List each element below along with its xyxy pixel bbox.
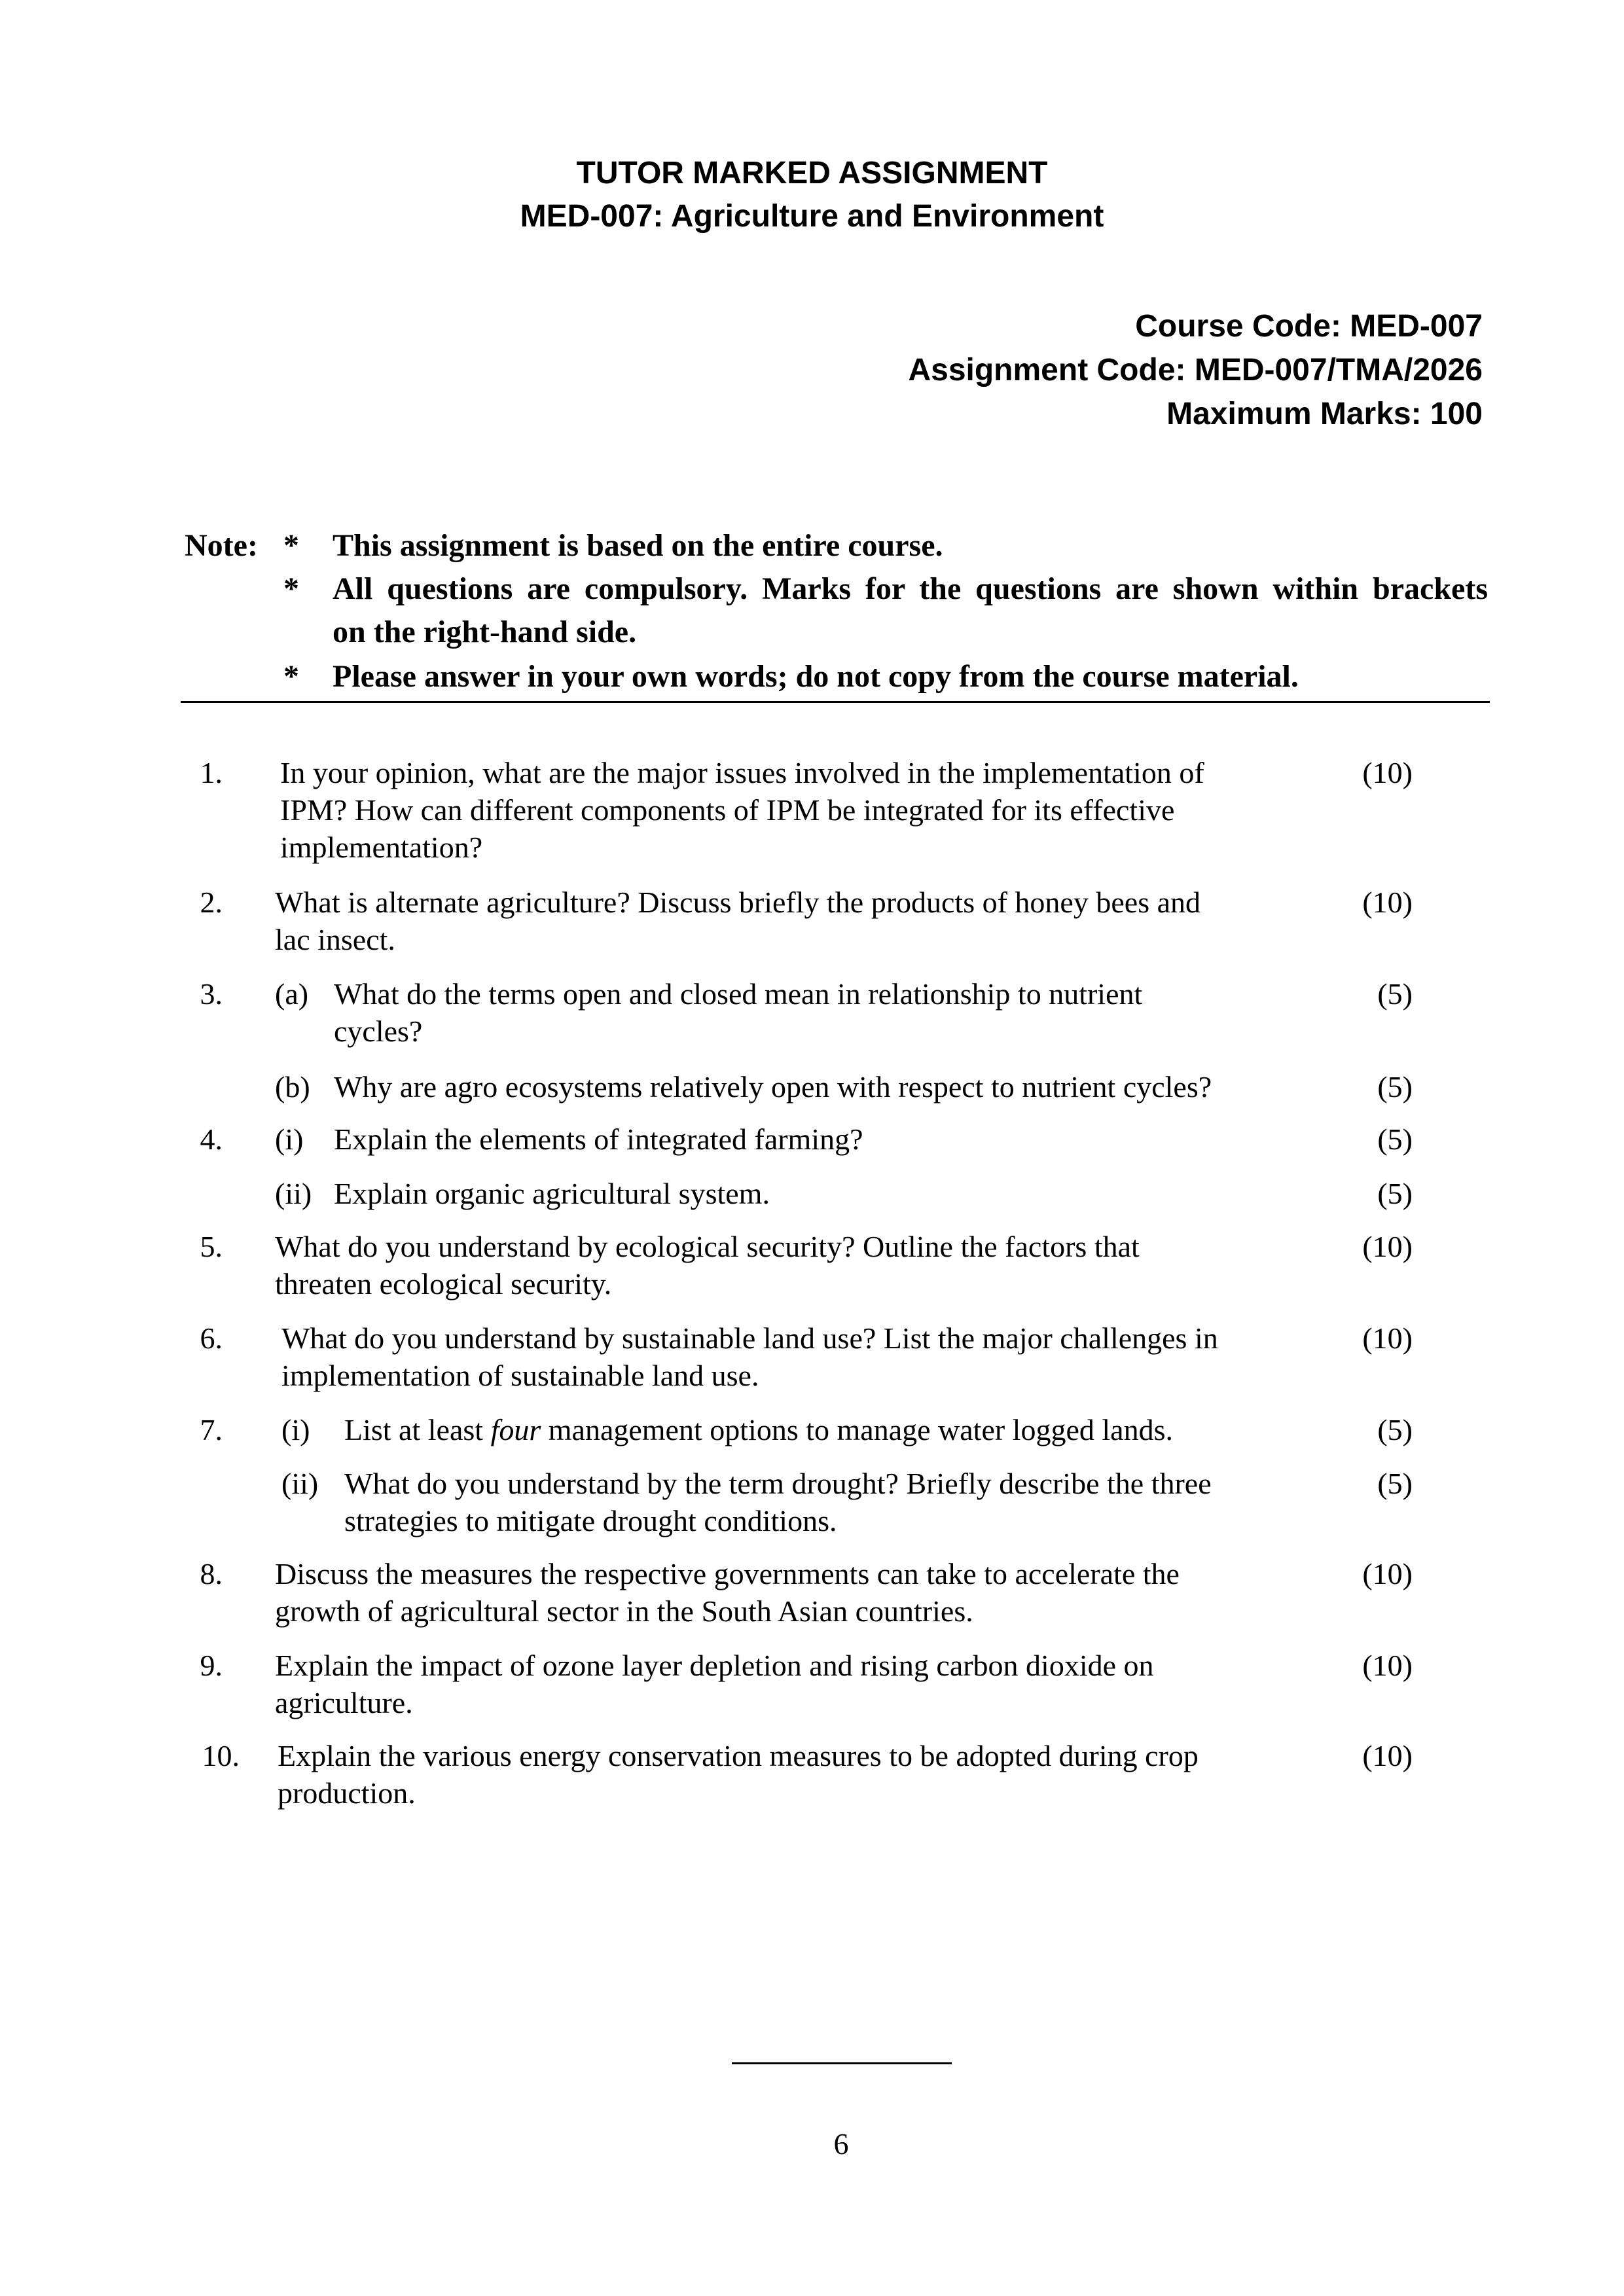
subpart-label: (ii): [275, 1177, 312, 1210]
question-text: Explain the impact of ozone layer depletion and rising carbon dioxide on: [275, 1649, 1154, 1682]
question-text: What do the terms open and closed mean in relationship to nutrient: [334, 977, 1143, 1011]
page-title: TUTOR MARKED ASSIGNMENT: [576, 156, 1048, 190]
note-item: Please answer in your own words; do not copy from the course material.: [333, 659, 1299, 694]
question-text: implementation of sustainable land use.: [281, 1359, 759, 1392]
note-bullet: *: [283, 659, 299, 694]
question-text: Discuss the measures the respective governments can take to accelerate the: [275, 1557, 1180, 1590]
question-text: What do you understand by the term drought? Briefly describe the three: [344, 1467, 1212, 1500]
question-text: Explain the various energy conservation measures to be adopted during crop: [278, 1739, 1199, 1772]
question-number: 7.: [200, 1413, 223, 1446]
note-divider: [181, 701, 1490, 703]
subpart-label: (ii): [281, 1467, 319, 1500]
subpart-label: (b): [275, 1070, 310, 1103]
note-label: Note:: [185, 528, 258, 563]
question-text: Why are agro ecosystems relatively open with respect to nutrient cycles?: [334, 1070, 1212, 1103]
question-number: 3.: [200, 977, 223, 1011]
question-marks: (10): [1362, 1649, 1413, 1682]
question-number: 6.: [200, 1321, 223, 1355]
question-marks: (10): [1362, 1557, 1413, 1590]
question-number: 1.: [200, 756, 223, 789]
question-marks: (5): [1377, 1122, 1413, 1156]
question-number: 2.: [200, 886, 223, 919]
question-number: 10.: [202, 1739, 240, 1772]
assignment-code: Assignment Code: MED-007/TMA/2026: [908, 353, 1483, 387]
question-marks: (5): [1377, 1177, 1413, 1210]
question-text: IPM? How can different components of IPM be integrated for its effective: [280, 793, 1175, 827]
question-number: 4.: [200, 1122, 223, 1156]
question-text: threaten ecological security.: [275, 1267, 612, 1300]
question-text: production.: [278, 1776, 416, 1810]
course-title: MED-007: Agriculture and Environment: [520, 199, 1104, 234]
question-marks: (10): [1362, 1230, 1413, 1263]
question-text: What do you understand by ecological security? Outline the factors that: [275, 1230, 1140, 1263]
question-text: implementation?: [280, 831, 483, 864]
question-marks: (10): [1362, 1321, 1413, 1355]
question-text: cycles?: [334, 1014, 423, 1048]
question-marks: (10): [1362, 756, 1413, 789]
question-text: Explain the elements of integrated farming?: [334, 1122, 863, 1156]
subpart-label: (i): [275, 1122, 304, 1156]
note-bullet: *: [283, 571, 299, 606]
question-text: strategies to mitigate drought conditions.: [344, 1504, 837, 1537]
question-marks: (5): [1377, 1070, 1413, 1103]
question-marks: (5): [1377, 977, 1413, 1011]
footer-rule: [732, 2062, 952, 2064]
course-code: Course Code: MED-007: [1135, 309, 1483, 344]
subpart-label: (i): [281, 1413, 310, 1446]
emphasis: four: [490, 1413, 541, 1446]
question-text: In your opinion, what are the major issues involved in the implementation of: [280, 756, 1204, 789]
question-number: 5.: [200, 1230, 223, 1263]
page-number: 6: [833, 2127, 849, 2161]
question-text: agriculture.: [275, 1686, 413, 1719]
question-text: growth of agricultural sector in the South Asian countries.: [275, 1594, 973, 1628]
note-bullet: *: [283, 528, 299, 563]
question-number: 8.: [200, 1557, 223, 1590]
question-marks: (10): [1362, 886, 1413, 919]
question-text: List at least four management options to manage water logged lands.: [344, 1413, 1173, 1446]
question-text: Explain organic agricultural system.: [334, 1177, 770, 1210]
note-item-continued: on the right-hand side.: [333, 615, 637, 649]
question-text: What is alternate agriculture? Discuss briefly the products of honey bees and: [275, 886, 1201, 919]
question-text: What do you understand by sustainable land use? List the major challenges in: [281, 1321, 1218, 1355]
question-marks: (5): [1377, 1413, 1413, 1446]
question-marks: (5): [1377, 1467, 1413, 1500]
question-text: lac insect.: [275, 923, 395, 956]
note-item: This assignment is based on the entire course.: [333, 528, 943, 563]
maximum-marks: Maximum Marks: 100: [1166, 397, 1483, 431]
question-number: 9.: [200, 1649, 223, 1682]
subpart-label: (a): [275, 977, 309, 1011]
question-marks: (10): [1362, 1739, 1413, 1772]
note-item: All questions are compulsory. Marks for the questions are shown within brackets: [333, 571, 1488, 606]
